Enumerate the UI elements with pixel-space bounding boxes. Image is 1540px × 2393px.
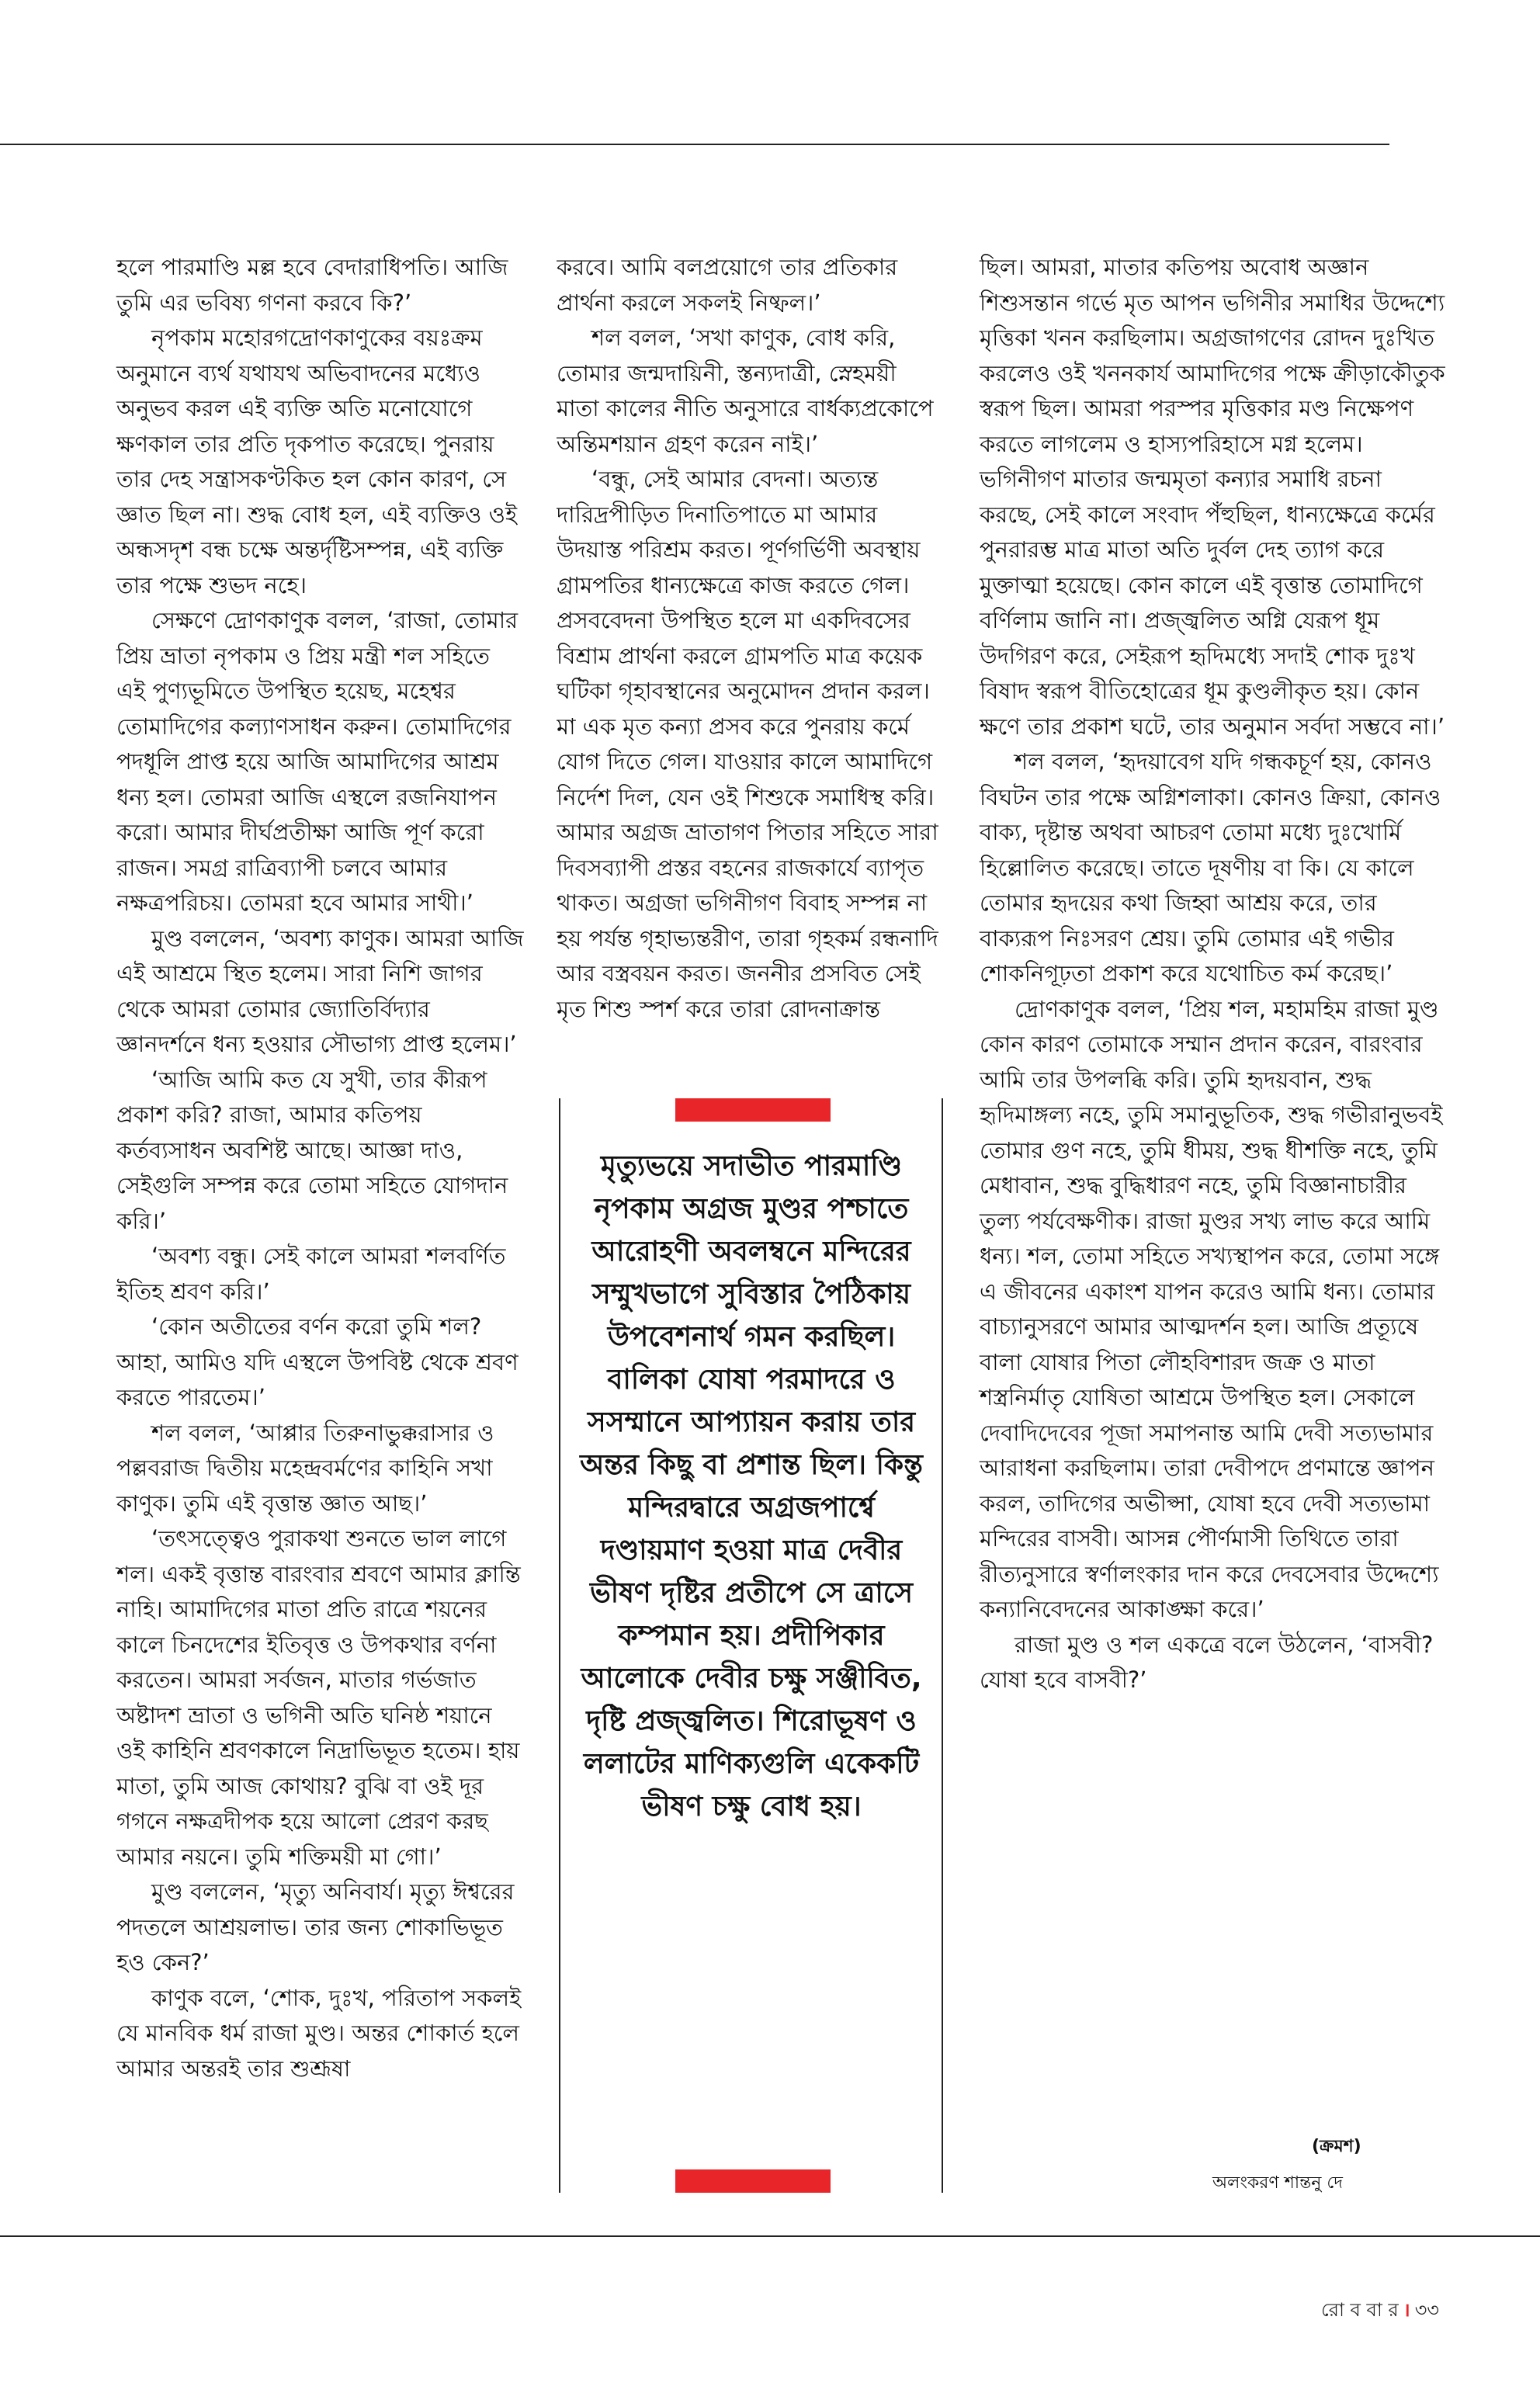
paragraph: রাজা মুণ্ড ও শল একত্রে বলে উঠলেন, ‘বাসবী? যোষা হবে বাসবী?’ xyxy=(980,1631,1434,1693)
pull-quote-bottom-bar xyxy=(675,2169,831,2193)
paragraph: ‘অবশ্য বন্ধু। সেই কালে আমরা শলবর্ণিত ইতিহ শ্রবণ করি।’ xyxy=(116,1243,506,1305)
pull-quote-left-rule xyxy=(559,1098,560,2193)
paragraph: করবে। আমি বলপ্রয়োগে তার প্রতিকার প্রার্থনা করলে সকলই নিষ্ফল।’ xyxy=(557,254,898,316)
paragraph: সেক্ষণে দ্রোণকাণুক বলল, ‘রাজা, তোমার প্রিয় ভ্রাতা নৃপকাম ও প্রিয় মন্ত্রী শল সহিতে এই পুণ্যভূমিতে উপস্থিত হয়েছ, মহেশ্বর তোমাদিগের কল্যাণসাধন করুন। তোমাদিগের পদধূলি প্রাপ্ত হয়ে আজি আমাদিগের আশ্রম ধন্য হল। তোমরা আজি এস্থলে রজনিযাপন করো। আমার দীর্ঘপ্রতীক্ষা আজি পূর্ণ করো রাজন। সমগ্র রাত্রিব্যাপী চলবে আমার নক্ষত্রপরিচয়। তোমরা হবে আমার সাথী।’ xyxy=(116,607,519,916)
paragraph: ‘আজি আমি কত যে সুখী, তার কীরূপ প্রকাশ করি? রাজা, আমার কতিপয় কর্তব্যসাধন অবশিষ্ট আছে। আজ্ঞা দাও, সেইগুলি সম্পন্ন করে তোমা সহিতে যোগদান করি।’ xyxy=(116,1066,508,1234)
article-column-1 xyxy=(116,250,524,2086)
paragraph: মুণ্ড বললেন, ‘অবশ্য কাণুক। আমরা আজি এই আশ্রমে স্থিত হলেম। সারা নিশি জাগর থেকে আমরা তোমার জ্যোতির্বিদ্যার জ্ঞানদর্শনে ধন্য হওয়ার সৌভাগ্য প্রাপ্ত হলেম।’ xyxy=(116,924,524,1057)
pull-quote-box xyxy=(559,1098,943,2193)
pull-quote-text: মৃত্যুভয়ে সদাভীত পারমাণ্ডি নৃপকাম অগ্রজ মুণ্ডর পশ্চাতে আরোহণী অবলম্বনে মন্দিরের সম্মুখভাগে সুবিস্তার পৈঠিকায় উপবেশনার্থ গমন করছিল। বালিকা যোষা পরমাদরে ও সসম্মানে আপ্যায়ন করায় তার অন্তর কিছু বা প্রশান্ত ছিল। কিন্তু মন্দিরদ্বারে অগ্রজপার্শ্বে দণ্ডায়মাণ হওয়া মাত্র দেবীর ভীষণ দৃষ্টির প্রতীপে সে ত্রাসে কম্পমান হয়। প্রদীপিকার আলোকে দেবীর চক্ষু সঞ্জীবিত, দৃষ্টি প্রজ্জ্বলিত। শিরোভূষণ ও ললাটের মাণিক্যগুলি একেকটি ভীষণ চক্ষু বোধ হয়। xyxy=(580,1150,923,1822)
page-number: ৩৩ xyxy=(1414,2299,1439,2321)
paragraph: শল বলল, ‘সখা কাণুক, বোধ করি, তোমার জন্মদায়িনী, স্তন্যদাত্রী, স্নেহময়ী মাতা কালের নীতি অনুসারে বার্ধক্যপ্রকোপে অন্তিমশয়ান গ্রহণ করেন নাই।’ xyxy=(557,324,934,457)
publication-name: রো ব বা র xyxy=(1321,2299,1399,2321)
paragraph: নৃপকাম মহোরগদ্রোণকাণুকের বয়ঃক্রম অনুমানে ব্যর্থ যথাযথ অভিবাদনের মধ্যেও অনুভব করল এই ব্যক্তি অতি মনোযোগে ক্ষণকাল তার প্রতি দৃকপাত করেছে। পুনরায় তার দেহ সন্ত্রাসকণ্টকিত হল কোন কারণ, সে জ্ঞাত ছিল না। শুদ্ধ বোধ হল, এই ব্যক্তিও ওই অন্ধসদৃশ বন্ধ চক্ষে অন্তর্দৃষ্টিসম্পন্ন, এই ব্যক্তি তার পক্ষে শুভদ নহে। xyxy=(116,324,518,598)
article-column-2 xyxy=(557,250,945,1066)
bottom-rule xyxy=(0,2235,1540,2237)
article-column-3 xyxy=(980,250,1445,1698)
top-rule xyxy=(0,144,1389,145)
paragraph: ‘কোন অতীতের বর্ণন করো তুমি শল? আহা, আমিও যদি এস্থলে উপবিষ্ট থেকে শ্রবণ করতে পারতেম।’ xyxy=(116,1313,519,1410)
illustration-credit: অলংকরণ শান্তনু দে xyxy=(1212,2173,1343,2193)
paragraph: ‘তৎসত্ত্বেও পুরাকথা শুনতে ভাল লাগে শল। একই বৃত্তান্ত বারংবার শ্রবণে আমার ক্লান্তি নাহি। আমাদিগের মাতা প্রতি রাত্রে শয়নের কালে চিনদেশের ইতিবৃত্ত ও উপকথার বর্ণনা করতেন। আমরা সর্বজন, মাতার গর্ভজাত অষ্টাদশ ভ্রাতা ও ভগিনী অতি ঘনিষ্ঠ শয়ানে ওই কাহিনি শ্রবণকালে নিদ্রাভিভূত হতেম। হায় মাতা, তুমি আজ কোথায়? বুঝি বা ওই দূর গগনে নক্ষত্রদীপক হয়ে আলো প্রেরণ করছ আমার নয়নে। তুমি শক্তিময়ী মা গো।’ xyxy=(116,1525,521,1870)
continued-marker: (ক্রমশ) xyxy=(1312,2137,1361,2156)
paragraph: শল বলল, ‘আপ্পার তিরুনাভুক্করাসার ও পল্লবরাজ দ্বিতীয় মহেন্দ্রবর্মণের কাহিনি সখা কাণুক। তুমি এই বৃত্তান্ত জ্ঞাত আছ।’ xyxy=(116,1419,494,1517)
paragraph: ‘বন্ধু, সেই আমার বেদনা। অত্যন্ত দারিদ্রপীড়িত দিনাতিপাতে মা আমার উদয়াস্ত পরিশ্রম করত। পূর্ণগর্ভিণী অবস্থায় গ্রামপতির ধান্যক্ষেত্রে কাজ করতে গেল। প্রসববেদনা উপস্থিত হলে মা একদিবসের বিশ্রাম প্রার্থনা করলে গ্রামপতি মাত্র কয়েক ঘটিকা গৃহাবস্থানের অনুমোদন প্রদান করল। মা এক মৃত কন্যা প্রসব করে পুনরায় কর্মে যোগ দিতে গেল। যাওয়ার কালে আমাদিগে নির্দেশ দিল, যেন ওই শিশুকে সমাধিস্থ করি। আমার অগ্রজ ভ্রাতাগণ পিতার সহিতে সারা দিবসব্যাপী প্রস্তর বহনের রাজকার্যে ব্যাপৃত থাকত। অগ্রজা ভগিনীগণ বিবাহ সম্পন্ন না হয় পর্যন্ত গৃহাভ্যন্তরীণ, তারা গৃহকর্ম রন্ধনাদি আর বস্ত্রবয়ন করত। জননীর প্রসবিত সেই মৃত শিশু স্পর্শ করে তারা রোদনাক্রান্ত xyxy=(557,466,938,1022)
pull-quote-top-bar xyxy=(675,1098,831,1122)
page-footer xyxy=(1321,2296,1439,2327)
pull-quote-right-rule xyxy=(942,1098,943,2193)
paragraph: হলে পারমাণ্ডি মল্ল হবে বেদারাধিপতি। আজি তুমি এর ভবিষ্য গণনা করবে কি?’ xyxy=(116,254,508,316)
paragraph: কাণুক বলে, ‘শোক, দুঃখ, পরিতাপ সকলই যে মানবিক ধর্ম রাজা মুণ্ড। অন্তর শোকার্ত হলে আমার অন্তরই তার শুশ্রূষা xyxy=(116,1984,522,2082)
paragraph: ছিল। আমরা, মাতার কতিপয় অবোধ অজ্ঞান শিশুসন্তান গর্ভে মৃত আপন ভগিনীর সমাধির উদ্দেশ্যে মৃত্তিকা খনন করছিলাম। অগ্রজাগণের রোদন দুঃখিত করলেও ওই খননকার্য আমাদিগের পক্ষে ক্রীড়াকৌতুক স্বরূপ ছিল। আমরা পরস্পর মৃত্তিকার মণ্ড নিক্ষেপণ করতে লাগলেম ও হাস্যপরিহাসে মগ্ন হলেম। ভগিনীগণ মাতার জন্মমৃতা কন্যার সমাধি রচনা করছে, সেই কালে সংবাদ পঁহুছিল, ধান্যক্ষেত্রে কর্মের পুনরারম্ভ মাত্র মাতা অতি দুর্বল দেহ ত্যাগ করে মুক্তাত্মা হয়েছে। কোন কালে এই বৃত্তান্ত তোমাদিগে বর্ণিলাম জানি না। প্রজ্জ্বলিত অগ্নি যেরূপ ধূম উদগিরণ করে, সেইরূপ হৃদিমধ্যে সদাই শোক দুঃখ বিষাদ স্বরূপ বীতিহোত্রের ধূম কুণ্ডলীকৃত হয়। কোন ক্ষণে তার প্রকাশ ঘটে, তার অনুমান সর্বদা সম্ভবে না।’ xyxy=(980,254,1445,740)
paragraph: শল বলল, ‘হৃদয়াবেগ যদি গন্ধকচূর্ণ হয়, কোনও বিঘটন তার পক্ষে অগ্নিশলাকা। কোনও ক্রিয়া, কোনও বাক্য, দৃষ্টান্ত অথবা আচরণ তোমা মধ্যে দুঃখোর্মি হিল্লোলিত করেছে। তাতে দূষণীয় বা কি। যে কালে তোমার হৃদয়ের কথা জিহ্বা আশ্রয় করে, তার বাক্যরূপ নিঃসরণ শ্রেয়। তুমি তোমার এই গভীর শোকনিগূঢ়তা প্রকাশ করে যথোচিত কর্ম করেছ।’ xyxy=(980,748,1441,987)
footer-separator: । xyxy=(1403,2299,1410,2321)
paragraph: মুণ্ড বললেন, ‘মৃত্যু অনিবার্য। মৃত্যু ঈশ্বরের পদতলে আশ্রয়লাভ। তার জন্য শোকাভিভূত হও কেন?’ xyxy=(116,1878,515,1975)
paragraph: দ্রোণকাণুক বলল, ‘প্রিয় শল, মহামহিম রাজা মুণ্ড কোন কারণ তোমাকে সম্মান প্রদান করেন, বারংবার আমি তার উপলব্ধি করি। তুমি হৃদয়বান, শুদ্ধ হৃদিমাঙ্গল্য নহে, তুমি সমানুভূতিক, শুদ্ধ গভীরানুভবই তোমার গুণ নহে, তুমি ধীময়, শুদ্ধ ধীশক্তি নহে, তুমি মেধাবান, শুদ্ধ বুদ্ধিধারণ নহে, তুমি বিজ্ঞানাচারীর তুল্য পর্যবেক্ষণীক। রাজা মুণ্ডর সখ্য লাভ করে আমি ধন্য। শল, তোমা সহিতে সখ্যস্থাপন করে, তোমা সঙ্গে এ জীবনের একাংশ যাপন করেও আমি ধন্য। তোমার বাচ্যানুসরণে আমার আত্মদর্শন হল। আজি প্রত্যূষে বালা যোষার পিতা লৌহবিশারদ জক্র ও মাতা শস্ত্রনির্মাতৃ যোষিতা আশ্রমে উপস্থিত হল। সেকালে দেবাদিদেবের পূজা সমাপনান্ত আমি দেবী সত্যভামার আরাধনা করছিলাম। তারা দেবীপদে প্রণমান্তে জ্ঞাপন করল, তাদিগের অভীপ্সা, যোষা হবে দেবী সত্যভামা মন্দিরের বাসবী। আসন্ন পৌর্ণমাসী তিথিতে তারা রীত্যনুসারে স্বর্ণালংকার দান করে দেবসেবার উদ্দেশ্যে কন্যানিবেদনের আকাঙ্ক্ষা করে।’ xyxy=(980,995,1443,1622)
